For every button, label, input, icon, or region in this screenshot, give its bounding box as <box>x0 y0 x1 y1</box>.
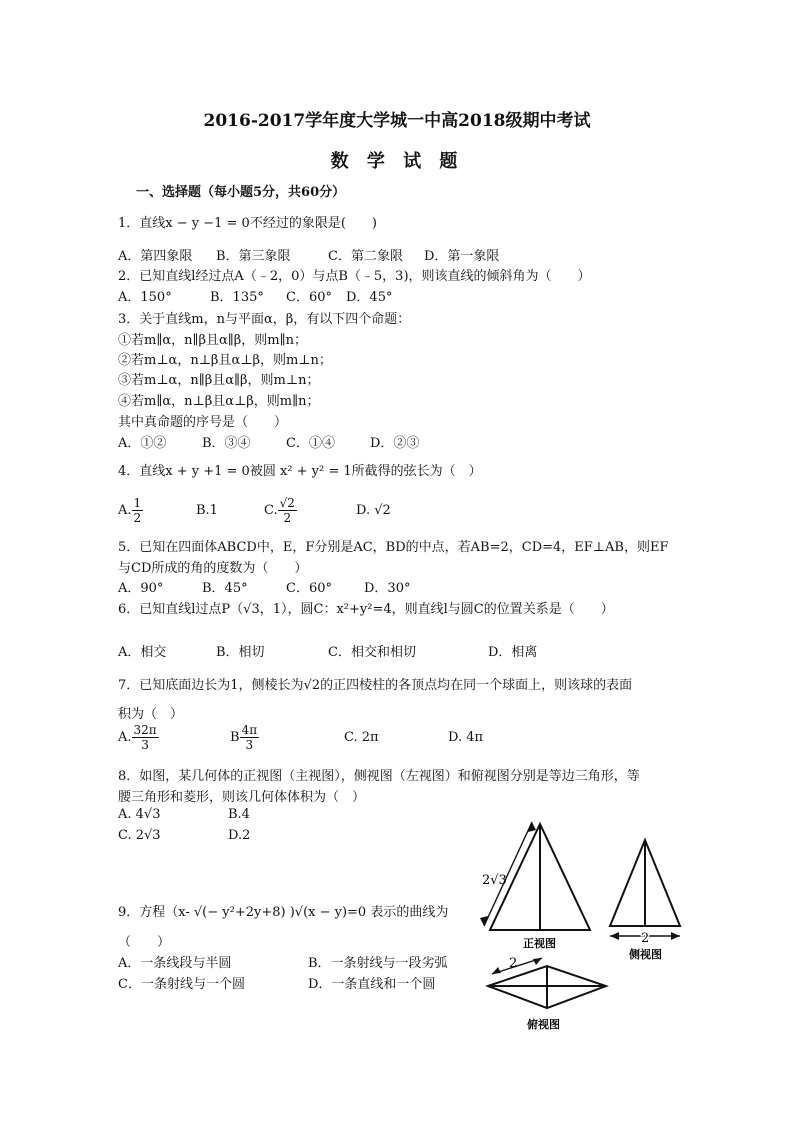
front-view-dimension: 2√3 <box>482 873 507 888</box>
option-a: A．一条线段与半圆 <box>118 956 232 971</box>
option-b: B.1 <box>196 503 218 518</box>
option-b: B．③④ <box>202 436 251 451</box>
question-6-stem: 6．已知直线l过点P（√3，1），圆C：x²+y²=4，则直线l与圆C的位置关系是（ ） <box>118 602 614 617</box>
question-8-line-2: 腰三角形和菱形，则该几何体体积为（ ） <box>118 790 366 805</box>
option-c-denominator: 2 <box>283 511 292 525</box>
option-a-numerator: 1 <box>133 496 142 510</box>
question-7-line-1: 7．已知底面边长为1，侧棱长为√2的正四棱柱的各顶点均在同一个球面上，则该球的表面 <box>118 678 633 693</box>
question-8-option-c <box>118 828 250 843</box>
question-3-item: ④若m∥α，n⊥β且α⊥β，则m∥n； <box>118 394 320 409</box>
question-3-item: ②若m⊥α，n⊥β且α⊥β，则m⊥n； <box>118 353 332 368</box>
option-c: C. 2√3 <box>118 828 161 843</box>
option-c-numerator: √2 <box>279 496 295 510</box>
question-3-item: ①若m∥α，n∥β且α∥β，则m∥n； <box>118 333 308 348</box>
question-4-stem: 4．直线x + y +1 = 0被圆 x² + y² = 1所截得的弦长为（ ） <box>118 464 482 479</box>
question-7-options <box>118 723 483 761</box>
option-b: B.4 <box>228 807 250 822</box>
three-view-figure <box>470 818 710 1048</box>
question-3-stem: 3．关于直线m，n与平面α，β，有以下四个命题： <box>118 312 411 327</box>
page-subtitle: 数 学 试 题 <box>330 151 464 172</box>
option-d-value: √2 <box>374 503 391 518</box>
option-d: D. 4π <box>448 730 484 745</box>
question-4-options <box>118 496 391 530</box>
question-3-tail: 其中真命题的序号是（ ） <box>118 415 288 430</box>
question-8-option-a <box>118 807 250 822</box>
option-d: D. <box>356 503 371 518</box>
option-d: D．45° <box>346 290 393 305</box>
question-9-options-row-1 <box>118 952 448 971</box>
option-d: D．相离 <box>488 645 538 660</box>
side-view-dimension: 2 <box>641 931 650 946</box>
option-a-numerator: 32π <box>133 723 157 737</box>
page-title: 2016-2017学年度大学城一中高2018级期中考试 <box>203 111 591 131</box>
option-c: C．60° <box>286 290 332 305</box>
option-a-denominator: 3 <box>141 738 149 752</box>
option-d: D．②③ <box>370 436 420 451</box>
option-a: A. <box>118 503 132 518</box>
option-d: D．30° <box>364 581 411 596</box>
question-3-options <box>118 432 419 451</box>
option-c: C. 2π <box>344 730 379 745</box>
option-b: B．相切 <box>216 645 265 660</box>
option-b: B．45° <box>202 581 248 596</box>
option-a: A. <box>118 730 132 745</box>
question-2-options <box>118 286 392 305</box>
question-2-stem: 2．已知直线l经过点A（﹣2，0）与点B（﹣5，3)，则该直线的倾斜角为（ ） <box>118 269 591 284</box>
question-3-item: ③若m⊥α，n∥β且α∥β，则m⊥n； <box>118 373 320 388</box>
question-8-line-1: 8．如图，某几何体的正视图（主视图），侧视图（左视图）和俯视图分别是等边三角形，等 <box>118 769 640 784</box>
option-c: C. <box>264 503 278 518</box>
option-b: B <box>230 730 240 745</box>
option-b: B．第三象限 <box>216 249 291 264</box>
option-a: A．90° <box>118 581 164 596</box>
option-d: D.2 <box>228 828 251 843</box>
option-c: C．相交和相切 <box>328 645 416 660</box>
option-c: C．一条射线与一个圆 <box>118 977 245 992</box>
front-view-label: 正视图 <box>523 937 556 950</box>
question-6-options <box>118 641 537 660</box>
option-b: B．一条射线与一段劣弧 <box>308 956 448 971</box>
top-view-dimension: 2 <box>509 956 518 971</box>
option-b: B．135° <box>210 290 264 305</box>
option-a: A．第四象限 <box>118 249 193 264</box>
question-7-line-2: 积为（ ） <box>118 707 184 722</box>
question-9-stem: 9．方程（x- √(− y²+2y+8) )√(x − y)=0 表示的曲线为 <box>118 905 449 920</box>
option-c: C．60° <box>286 581 332 596</box>
option-c: C．①④ <box>286 436 335 451</box>
option-b-denominator: 3 <box>245 738 254 752</box>
side-view-label: 侧视图 <box>629 948 662 961</box>
question-5-line-2: 与CD所成的角的度数为（ ） <box>118 561 308 576</box>
question-1-stem: 1．直线x − y −1 = 0不经过的象限是( ) <box>118 216 377 231</box>
question-5-options <box>118 577 410 596</box>
section-heading: 一、选择题（每小题5分，共60分） <box>136 185 346 200</box>
top-view-label: 俯视图 <box>527 1018 560 1031</box>
option-a: A．150° <box>118 290 172 305</box>
side-view <box>610 840 680 940</box>
option-a: A. 4√3 <box>118 807 161 822</box>
option-c: C．第二象限 <box>328 249 403 264</box>
option-d: D．第一象限 <box>424 249 500 264</box>
option-a-denominator: 2 <box>133 511 142 525</box>
option-b-numerator: 4π <box>241 723 258 737</box>
option-a: A．①② <box>118 436 167 451</box>
question-1-options <box>118 245 499 264</box>
question-9-options-row-2 <box>118 973 435 992</box>
question-9-blank: （ ） <box>118 935 171 950</box>
option-d: D．一条直线和一个圆 <box>308 977 436 992</box>
question-5-line-1: 5．已知在四面体ABCD中，E，F分别是AC，BD的中点，若AB=2，CD=4，EF⊥AB，则EF <box>118 540 669 555</box>
option-a: A．相交 <box>118 645 167 660</box>
top-view <box>488 958 606 1008</box>
